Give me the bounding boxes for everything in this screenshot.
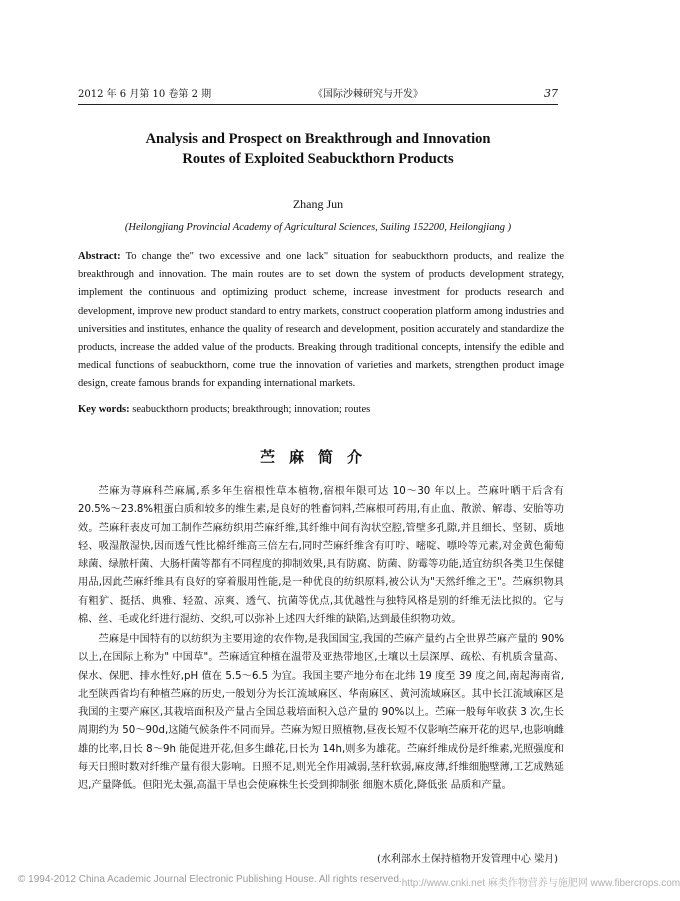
site-watermark: 麻类作物营养与施肥网 www.fibercrops.com bbox=[487, 878, 680, 889]
running-header bbox=[78, 84, 558, 100]
watermark-text bbox=[402, 874, 680, 889]
footer-url[interactable]: http://www.cnki.net bbox=[401, 878, 486, 889]
body-paragraph-2 bbox=[78, 631, 564, 796]
source-attribution: (水利部水土保持植物开发管理中心 梁月) bbox=[377, 854, 558, 865]
page-footer bbox=[0, 874, 680, 889]
paragraph-text: 苎麻为荨麻科苎麻属,系多年生宿根性草本植物,宿根年限可达 10～30 年以上。苎麻叶晒干后含有 20.5%～23.8%粗蛋白质和较多的维生素,是良好的牲畜饲料,苎麻根可药用,有止血、散淤、解毒、安胎等功效。苎麻秆表皮可加工制作苎麻纺织用苎麻纤维,其纤维中间有沟状空腔,管壁多孔隙,并且细长、坚韧、质地轻、吸湿散湿快,因而透气性比棉纤维高三倍左右,同时苎麻纤维含有叮咛、嘧啶、嘌呤等元素,对金黄色葡萄球菌、绿脓杆菌、大肠杆菌等都有不同程度的抑制效果,具有防腐、防菌、防霉等功能,适宜纺织各类卫生保健用品,因此苎麻纤维具有良好的穿着服用性能,是一种优良的纺织原料,被公认为"天然纤维之王"。苎麻织物具有粗犷、挺括、典雅、轻盈、凉爽、透气、抗菌等优点,其优越性与独特风格是别的纤维无法比拟的。它与棉、丝、毛或化纤进行混纺、交织,可以弥补上述四大纤维的缺陷,达到最佳织物功效。 bbox=[78, 486, 564, 626]
keywords-label: Key words: bbox=[78, 404, 130, 415]
keywords bbox=[78, 401, 564, 419]
copyright-notice: © 1994-2012 China Academic Journal Electronic Publishing House. All rights reserved. bbox=[18, 874, 402, 885]
body-paragraph-1 bbox=[78, 483, 564, 629]
author-name: Zhang Jun bbox=[292, 197, 344, 211]
paragraph-text: 苎麻是中国特有的以纺织为主要用途的农作物,是我国国宝,我国的苎麻产量约占全世界苎麻产量的 90%以上,在国际上称为" 中国草"。苎麻适宜种植在温带及亚热带地区,土壤以土层深厚、疏松、有机质含量高、保水、保肥、排水性好,pH 值在 5.5～6.5 为宜。我国主要产地分布在北纬 19 度至 39 度之间,南起海南省,北至陕西省均有种植苎麻的历史,一般划分为长江流域麻区、华南麻区、黄河流域麻区。其中长江流域麻区是我国的主要产麻区,其栽培面积及产量占全国总栽培面积入总产量的 90%以上。苎麻一般每年收获 3 次,生长周期约为 50～90d,这随气候条件不同而异。苎麻为短日照植物,昼夜长短不仅影响苎麻开花的迟早,也影响雌雄的比率,日长 8～9h 能促进开花,但多生雌花,日长为 14h,则多为雄花。苎麻纤维成份是纤维素,光照强度和每天日照时数对纤维产量有很大影响。日照不足,则光全作用减弱,茎秆软弱,麻皮薄,纤维细胞壁薄,工艺成熟延迟,产量降低。但阳光太强,高温干旱也会使麻株生长受到抑制张 细胞木质化,降低张 品质和产量。 bbox=[78, 634, 564, 792]
section-title: 苎麻简介 bbox=[259, 448, 376, 466]
issue-info: 2012 年 6 月第 10 卷第 2 期 bbox=[78, 89, 212, 100]
abstract-label: Abstract: bbox=[78, 251, 121, 262]
header-rule bbox=[78, 104, 558, 105]
article-title bbox=[78, 129, 558, 169]
page-number: 37 bbox=[544, 87, 558, 100]
author-affiliation: (Heilongjiang Provincial Academy of Agricultural Sciences, Suiling 152200, Heilongjiang ) bbox=[124, 222, 512, 233]
title-line-2: Routes of Exploited Seabuckthorn Products bbox=[182, 151, 454, 167]
journal-name: 《国际沙棘研究与开发》 bbox=[313, 89, 423, 100]
abstract-text: To change the" two excessive and one lack" situation for seabuckthorn products, and realize the breakthrough and innovation. The main routes are to set down the system of products development strategy, implement the continuous and optimizing product scheme, increase investment for products research and development, improve new product standard to entry markets, construct cooperation platform among industries and universities and institutes, enhance the quality of research and development, position accurately and standardize the products, increase the added value of the products. Breaking through traditional concepts, intensify the edible and medical functions of seabuckthorn, come true the innovation of varieties and markets, strengthen product image design, create famous brands for expanding international markets. bbox=[78, 251, 564, 390]
title-line-1: Analysis and Prospect on Breakthrough and Innovation bbox=[145, 131, 491, 147]
keywords-text: seabuckthorn products; breakthrough; innovation; routes bbox=[129, 404, 371, 415]
abstract bbox=[78, 248, 564, 394]
